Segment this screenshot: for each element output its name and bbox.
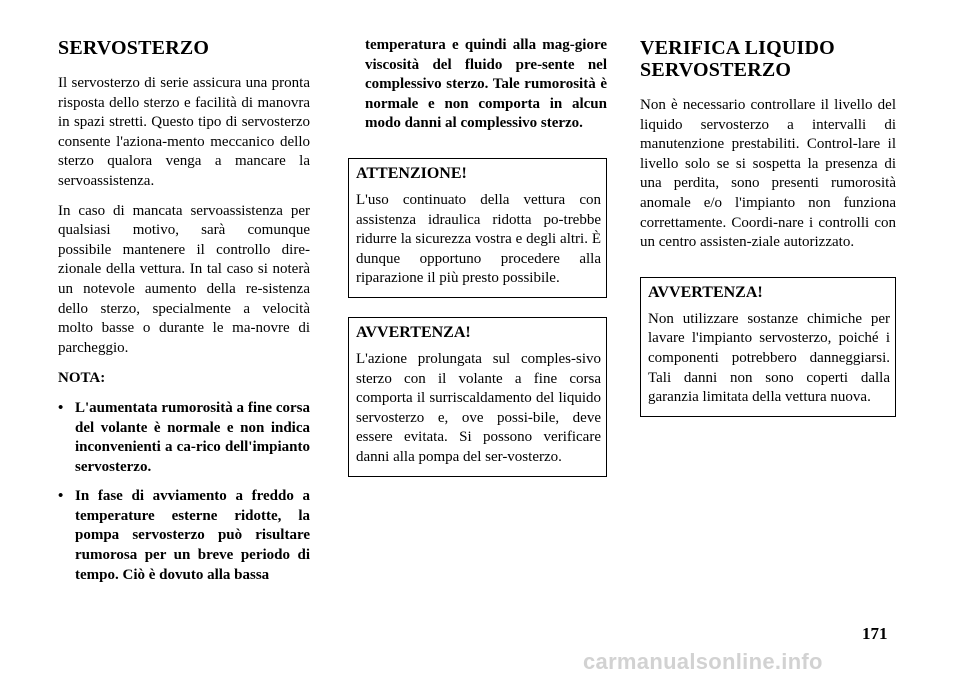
right-column [640, 0, 896, 417]
nota-list-item [58, 487, 310, 585]
caution-box-avvertenza-chemicals [640, 277, 896, 417]
warning-text: L'uso continuato della vettura con assistenza idraulica ridotta po-trebbe ridurre la sicurezza vostra e degli altri. È dunque opportuno procedere alla riparazione il più presto possibile. [356, 191, 601, 287]
paragraph-loss-of-assist: In caso di mancata servoassistenza per qualsiasi motivo, sarà comunque possibile mantenere il controllo dire-zionale della vettura. In tal caso si noterà un notevole aumento della re-sistenza dello sterzo, specialmente a velocità molto basse o durante le ma-novre di parcheggio. [58, 202, 310, 356]
section-title-servosterzo: SERVOSTERZO [58, 37, 210, 59]
middle-column [348, 0, 607, 477]
watermark: carmanualsonline.info [583, 649, 823, 674]
paragraph-intro: Il servosterzo di serie assicura una pronta risposta dello sterzo e facilità di manovra in spazi stretti. Questo tipo di servosterzo consente l'aziona-mento meccanico dello sterzo qualora venga a mancare la servoassistenza. [58, 75, 310, 189]
caution-title: AVVERTENZA! [648, 283, 763, 301]
nota-list [58, 399, 310, 585]
section-title-verifica-liquido: VERIFICA LIQUIDO SERVOSTERZO [640, 37, 835, 81]
caution-box-avvertenza [348, 317, 607, 477]
left-column [58, 0, 310, 585]
bullet-icon: • [58, 399, 64, 416]
nota-label: NOTA: [58, 370, 106, 387]
page-number: 171 [862, 624, 888, 643]
warning-box-attenzione [348, 158, 607, 298]
nota-item-text: L'aumentata rumorosità a fine corsa del volante è normale e non indica inconvenienti a ca-rico dell'impianto servosterzo. [75, 399, 310, 475]
caution-title: AVVERTENZA! [356, 323, 471, 341]
nota-continuation: temperatura e quindi alla mag-giore viscosità del fluido pre-sente nel complessivo sterzo. Tale rumorosità è normale e non comporta in alcun modo danni al complessivo sterzo. [365, 37, 607, 132]
caution-text: L'azione prolungata sul comples-sivo sterzo con il volante a fine corsa comporta il surriscaldamento del liquido servosterzo e, ove possi-bile, deve essere evitata. Si possono verificare danni alla pompa del ser-vosterzo. [356, 350, 601, 465]
caution-text: Non utilizzare sostanze chimiche per lavare l'impianto servosterzo, poiché i componenti potrebbero danneggiarsi. Tali danni non sono coperti dalla garanzia limitata della vettura nuova. [648, 310, 890, 406]
bullet-icon: • [58, 488, 64, 505]
nota-list-item [58, 399, 310, 477]
paragraph-fluid-check: Non è necessario controllare il livello del liquido servosterzo a intervalli di manutenzione prestabiliti. Control-lare il livello solo se si sospetta la presenza di una perdita, sono presenti rumorosità anomale e/o l'impianto non funziona correttamente. Coordi-nare i controlli con un centro assisten-ziale autorizzato. [640, 97, 896, 251]
warning-title: ATTENZIONE! [356, 164, 467, 182]
nota-item-text: In fase di avviamento a freddo a temperature esterne ridotte, la pompa servosterzo può risultare rumorosa per un breve periodo di tempo. Ciò è dovuto alla bassa [75, 488, 310, 583]
